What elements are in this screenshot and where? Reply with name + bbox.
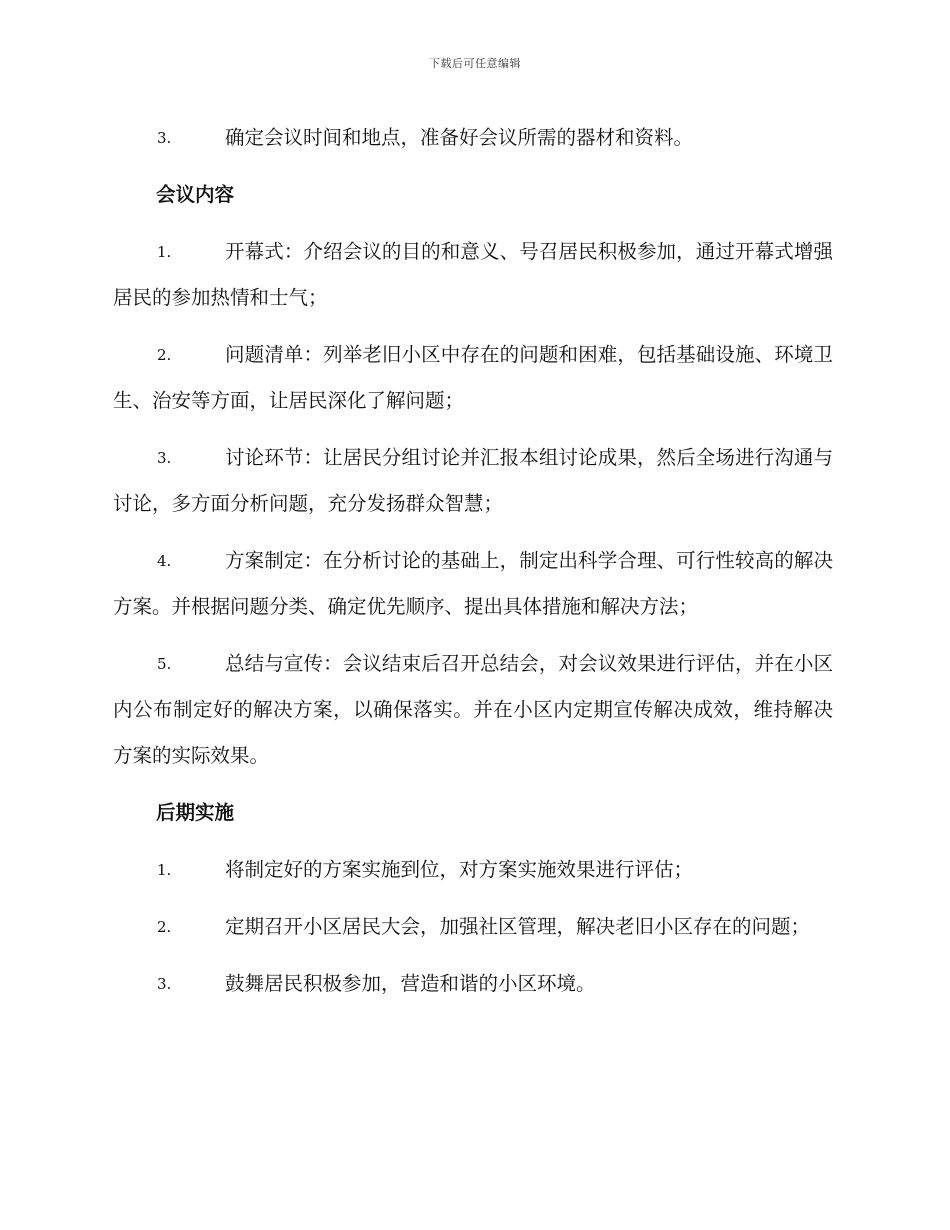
list-text: 总结与宣传：会议结束后召开总结会，对会议效果进行评估，并在小区内公布制定好的解决方案，以确保落实。并在小区内定期宣传解决成效，维持解决方案的实际效果。 (113, 652, 833, 767)
list-text: 开幕式：介绍会议的目的和意义、号召居民积极参加，通过开幕式增强居民的参加热情和士气； (113, 240, 833, 309)
list-item (113, 847, 833, 893)
list-number: 3. (157, 129, 172, 147)
list-item (113, 538, 833, 630)
list-number: 2. (157, 918, 172, 936)
list-number: 5. (157, 655, 172, 673)
list-text: 将制定好的方案实施到位，对方案实施效果进行评估； (225, 858, 694, 881)
list-number: 2. (157, 346, 172, 364)
list-text: 定期召开小区居民大会，加强社区管理，解决老旧小区存在的问题； (225, 915, 811, 938)
list-item (113, 641, 833, 779)
page-header-note: 下载后可任意编辑 (429, 57, 521, 70)
list-text: 方案制定：在分析讨论的基础上，制定出科学合理、可行性较高的解决方案。并根据问题分类、确定优先顺序、提出具体措施和解决方法； (113, 549, 833, 618)
list-number: 3. (157, 449, 172, 467)
list-item (113, 961, 833, 1007)
list-number: 1. (157, 243, 172, 261)
list-number: 4. (157, 552, 172, 570)
list-number: 1. (157, 861, 172, 879)
list-text: 确定会议时间和地点，准备好会议所需的器材和资料。 (225, 126, 694, 149)
list-item (113, 115, 833, 161)
list-text: 讨论环节：让居民分组讨论并汇报本组讨论成果，然后全场进行沟通与讨论，多方面分析问题，充分发扬群众智慧； (113, 446, 833, 515)
list-text: 鼓舞居民积极参加，营造和谐的小区环境。 (225, 972, 596, 995)
list-number: 3. (157, 975, 172, 993)
list-item (113, 904, 833, 950)
list-text: 问题清单：列举老旧小区中存在的问题和困难，包括基础设施、环境卫生、治安等方面，让居民深化了解问题； (113, 343, 833, 412)
document-body (113, 115, 833, 1007)
section-heading-implementation: 后期实施 (156, 801, 235, 824)
list-item (113, 229, 833, 321)
list-item (113, 435, 833, 527)
list-item (113, 332, 833, 424)
section-heading-meeting: 会议内容 (156, 183, 235, 206)
